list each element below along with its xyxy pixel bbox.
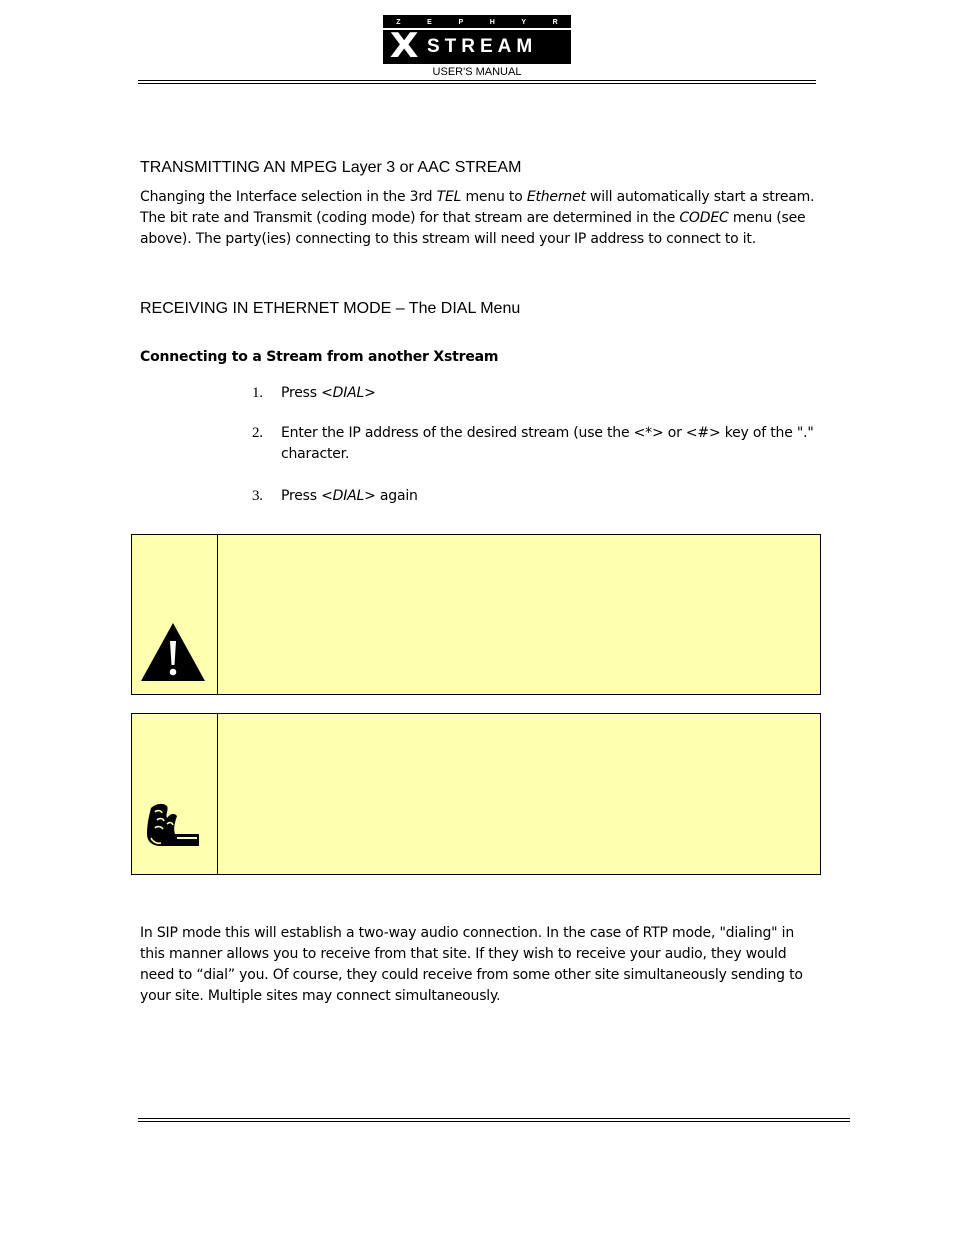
list-item (252, 486, 822, 507)
text-run: Changing the Interface selection in the 3rd (140, 189, 437, 205)
text-run: will automatically start a stream. The bit rate and Transmit (coding mode) for that stream are determined in the (140, 189, 815, 226)
list-number: 1. (252, 385, 263, 401)
callout-divider (217, 714, 218, 874)
logo-x: X (389, 26, 419, 66)
logo-letter: P (458, 18, 464, 26)
zephyr-xstream-logo (383, 15, 571, 64)
warning-icon (140, 621, 206, 683)
footer-rule (138, 1121, 850, 1122)
list-item (252, 383, 822, 404)
subsection-heading: Connecting to a Stream from another Xstream (140, 349, 499, 365)
text-run: Press (281, 488, 322, 504)
closing-paragraph: In SIP mode this will establish a two-way audio connection. In the case of RTP mode, "dialing" in this manner allows you to receive from that site. If they wish to receive your audio, they would need to “dial” you. Of course, they could receive from some other site simultaneously sending to your site. Multiple sites may connect simultaneously. (140, 925, 803, 1004)
text-run-italic: Ethernet (526, 189, 586, 205)
footer-rule (138, 1118, 850, 1119)
text-run: again (375, 488, 418, 504)
text-run-italic: TEL (436, 189, 462, 205)
text-run: Press (281, 385, 322, 401)
text-run-italic: CODEC (679, 210, 729, 226)
section-paragraph (140, 187, 820, 250)
text-run-italic: <DIAL> (321, 488, 376, 504)
text-run-italic: <DIAL> (321, 385, 376, 401)
logo-letter: R (552, 18, 558, 26)
note-icon (143, 802, 201, 850)
logo-letter: H (489, 18, 495, 26)
logo-letter: Z (396, 18, 401, 26)
logo-letter: Y (521, 18, 527, 26)
text-run: Enter the IP address of the desired stream (use the <*> or <#> key of the "." character. (281, 425, 814, 462)
list-number: 2. (252, 425, 263, 441)
logo-word: STREAM (427, 36, 538, 57)
warning-callout (131, 534, 821, 695)
text-run: menu (see above). The party(ies) connecting to this stream will need your IP address to connect to it. (140, 210, 806, 247)
text-run: menu to (461, 189, 527, 205)
header-rule (138, 83, 816, 84)
note-callout (131, 713, 821, 875)
list-number: 3. (252, 488, 263, 504)
callout-divider (217, 535, 218, 694)
section-heading: RECEIVING IN ETHERNET MODE – The DIAL Menu (140, 300, 521, 317)
section-heading: TRANSMITTING AN MPEG Layer 3 or AAC STREAM (140, 159, 522, 176)
list-item (252, 423, 822, 465)
header-subtitle: USER'S MANUAL (432, 66, 522, 78)
header-rule (138, 80, 816, 81)
logo-letter: E (427, 18, 432, 26)
